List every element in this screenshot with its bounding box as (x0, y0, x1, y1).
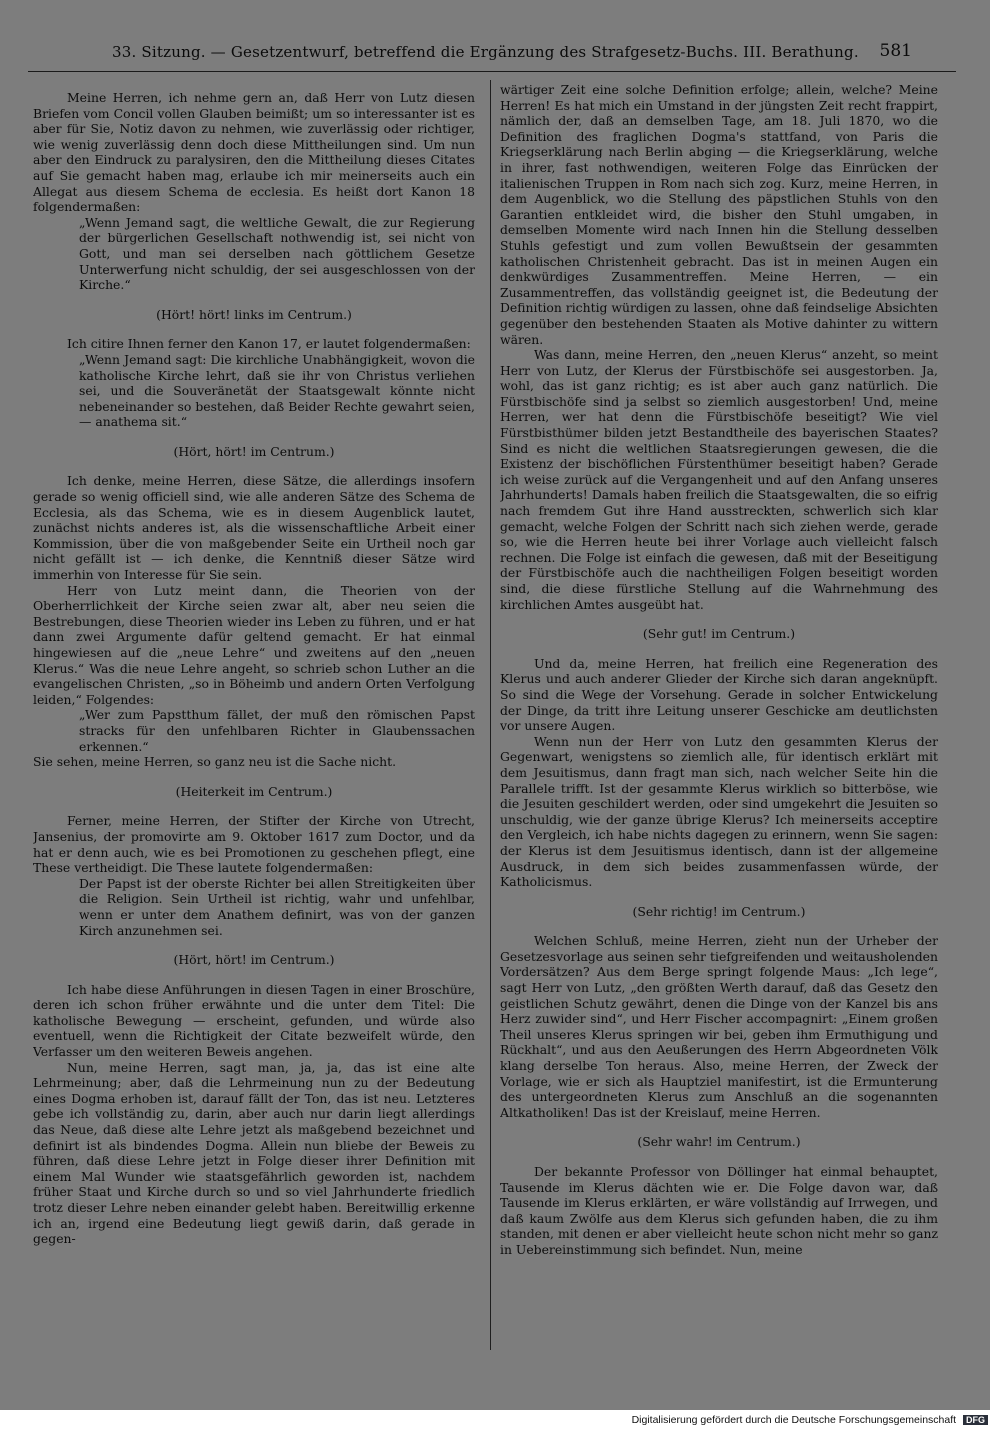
interjection: (Hört! hört! links im Centrum.) (156, 306, 352, 322)
header-rule (28, 71, 956, 72)
interjection: (Heiterkeit im Centrum.) (175, 783, 333, 799)
paragraph: Herr von Lutz meint dann, die Theorien von der Oberherrlichkeit der Kirche seien zwar alt, aber neu seien die Bestrebungen, diese Theorien wieder ins Leben zu führen, und er hat dann zwei Argumente dafür geltend gemacht. Er hat einmal hingewiesen auf die „neue Lehre“ und zweitens auf den „neuen Klerus.“ Was die neue Lehre angeht, so schrieb schon Luther an die evangelischen Christen, „so in Böheimb und andern Orten Verfolgung leiden,“ Folgendes: (33, 582, 475, 707)
interjection: (Hört, hört! im Centrum.) (173, 952, 335, 968)
paragraph: Wenn nun der Herr von Lutz den gesammten Klerus der Gegenwart, wenigstens so ziemlich alle, für identisch erklärt mit dem Jesuitismus, dann fragt man sich, nach welcher Seite hin die Parallele trifft. Ist der gesammte Klerus wirklich so bitterböse, wie die Jesuiten geschildert werden, oder sind umgekehrt die Jesuiten so unschuldig, wie der ganze übrige Klerus? Ich meinerseits acceptire den Vergleich, ich habe nichts dagegen zu erinnern, wenn Sie sagen: der Klerus ist dem Jesuitismus identisch, dann ist der allgemeine Ausdruck, in dem sich beides zusammenfassen würde, der Katholicismus. (500, 733, 938, 890)
header-title: 33. Sitzung. — Gesetzentwurf, betreffend die Ergänzung des Strafgesetz-Buchs. III. Berathung. (112, 43, 859, 61)
right-column (500, 82, 938, 1347)
footer-text: Digitalisierung gefördert durch die Deutsche Forschungsgemeinschaft (631, 1414, 957, 1426)
column-divider (490, 80, 491, 1350)
interjection: (Sehr richtig! im Centrum.) (632, 903, 806, 919)
left-column (33, 90, 475, 1355)
paragraph: Sie sehen, meine Herren, so ganz neu ist die Sache nicht. (33, 754, 397, 770)
interjection: (Sehr gut! im Centrum.) (642, 626, 796, 642)
funding-footer (632, 1414, 988, 1426)
paragraph: Ich denke, meine Herren, diese Sätze, die allerdings insofern gerade so wenig officiell sind, wie alle anderen Sätze des Schema de Ecclesia, als das Schema, wie es in diesem Augenblick lautet, zunächst nichts anderes ist, als die wissenschaftliche Arbeit einer Kommission, über die von maßgebender Seite ein Urtheil noch gar nicht gefällt ist — ich denke, die Kenntniß dieser Sätze wird immerhin von Interesse für Sie sein. (33, 473, 475, 583)
quote: „Wer zum Papstthum fället, der muß den römischen Papst stracks für den unfehlbaren Richter in Glaubenssachen erkennen.“ (79, 707, 475, 754)
quote: „Wenn Jemand sagt: Die kirchliche Unabhängigkeit, wovon die katholische Kirche lehrt, daß sie ihr von Christus verliehen sei, und die Souveränetät der Staatsgewalt könnte nicht nebeneinander so bestehen, daß Beider Rechte gewahrt seien, — anathema sit.“ (79, 351, 475, 430)
paragraph: Was dann, meine Herren, den „neuen Klerus“ anzeht, so meint Herr von Lutz, der Klerus der Fürstbischöfe sei ausgestorben. Ja, wohl, das ist ganz richtig; es ist aber auch ganz natürlich. Die Fürstbischöfe sind ja selbst so ziemlich ausgestorben! Und, meine Herren, wer hat denn die Fürstbischöfe beseitigt? Wie viel Fürstbisthümer bilden jetzt Bestandtheile des bayerischen Staates? Sind es nicht die weltlichen Staatsregierungen gewesen, die die Existenz der bischöflichen Fürstenthümer beseitigt haben? Gerade ich weise zurück auf die Vergangenheit und auf den Anfang unseres Jahrhunderts! Damals haben freilich die Staatsgewalten, die so eifrig nach fremdem Gut ihre Hand ausstreckten, schwerlich sich klar gemacht, welche Folgen der Schritt nach sich ziehen werde, gerade so, wie die Herren heute bei ihrer Vorlage auch vielleicht falsch rechnen. Die Folge ist einfach die gewesen, daß mit der Beseitigung der Fürstbischöfe auch die nachtheiligen Folgen beseitigt worden sind, die diese fürstliche Stellung auf die Wahrnehmung des kirchlichen Amtes ausgeübt hat. (500, 347, 938, 612)
interjection: (Sehr wahr! im Centrum.) (637, 1134, 801, 1150)
paragraph: Ich habe diese Anführungen in diesen Tagen in einer Broschüre, deren ich schon früher erwähnte und die unter dem Titel: Die katholische Bewegung — erscheint, gefunden, und würde also eventuell, wenn die Richtigkeit der Citate bezweifelt würde, den Verfasser um den weiteren Beweis angehen. (33, 981, 475, 1060)
paragraph: Ferner, meine Herren, der Stifter der Kirche von Utrecht, Jansenius, der promovirte am 9. Oktober 1617 zum Doctor, und da hat er denn auch, wie es bei Promotionen zu geschehen pflegt, eine These vertheidigt. Die These lautete folgendermaßen: (33, 813, 475, 876)
paragraph: Nun, meine Herren, sagt man, ja, ja, das ist eine alte Lehrmeinung; aber, daß die Lehrmeinung nun zu der Bedeutung eines Dogma erhoben ist, darauf fällt der Ton, das ist neu. Letzteres gebe ich vollständig zu, darin, aber auch nur darin liegt allerdings das Neue, daß diese alte Lehre jetzt als maßgebend bezeichnet und definirt ist als bindendes Dogma. Allein nun bliebe der Beweis zu führen, daß diese Lehre jetzt in Folge dieser ihrer Definition mit einem Mal Wunder wie staatsgefährlich geworden ist, nachdem früher Staat und Kirche durch so und so viel Jahrhunderte friedlich trotz dieser Lehre neben einander gelebt haben. Bereitwillig erkenne ich an, irgend eine Bedeutung liegt gewiß darin, daß gerade in gegen- (33, 1059, 475, 1247)
running-header (112, 41, 912, 67)
dfg-logo: DFG (963, 1415, 988, 1425)
paragraph: Der bekannte Professor von Döllinger hat einmal behauptet, Tausende im Klerus dächten wie er. Die Folge davon war, daß Tausende im Klerus erklärten, er wäre vollständig auf Irrwegen, und daß kaum Zwölfe aus dem Klerus sich gefunden haben, die zu ihm standen, mit denen er aber vielleicht heute schon nicht mehr so ganz in Uebereinstimmung sich befindet. Nun, meine (500, 1164, 938, 1257)
interjection: (Hört, hört! im Centrum.) (173, 443, 335, 459)
paragraph: Meine Herren, ich nehme gern an, daß Herr von Lutz diesen Briefen vom Concil vollen Glauben beimißt; um so interessanter ist es aber für Sie, Notiz davon zu nehmen, wie zuverlässig oder richtiger, wie wenig zuverlässig denn doch diese Mittheilungen sind. Um nun aber den Eindruck zu paralysiren, den die Mittheilung dieses Citates auf Sie gemacht haben mag, erlaube ich mir meinerseits auch ein Allegat aus diesem Schema de ecclesia. Es heißt dort Kanon 18 folgendermaßen: (33, 90, 475, 215)
paragraph: Und da, meine Herren, hat freilich eine Regeneration des Klerus und auch anderer Glieder der Kirche sich daran angeknüpft. So sind die Wege der Vorsehung. Gerade in solcher Entwickelung der Dinge, da tritt ihre Leitung unserer Geschicke am deutlichsten vor unsere Augen. (500, 655, 938, 734)
paragraph: Welchen Schluß, meine Herren, zieht nun der Urheber der Gesetzesvorlage aus seinen sehr tiefgreifenden und weitausholenden Vordersätzen? Aus dem Berge springt folgende Maus: „Ich lege“, sagt Herr von Lutz, „den größten Werth darauf, daß das Gesetz den geistlichen Schutz gewährt, denen die Dinge von der Kanzel bis ans Herz zuwider sind“, und Herr Fischer accompagnirt: „Einem großen Theil unseres Klerus springen wir bei, geben ihm Ermuthigung und Rückhalt“, und aus den Aeußerungen des Herrn Abgeordneten Völk klang derselbe Ton heraus. Also, meine Herren, der Zweck der Vorlage, wie er sich als Hauptziel manifestirt, ist die Ermunterung des untergeordneten Klerus zum Anschluß an die sogenannten Altkatholiken! Das ist der Kreislauf, meine Herren. (500, 933, 938, 1120)
paragraph: Ich citire Ihnen ferner den Kanon 17, er lautet folgendermaßen: (67, 336, 471, 352)
page-number: 581 (879, 41, 912, 61)
paragraph: wärtiger Zeit eine solche Definition erfolge; allein, welche? Meine Herren! Es hat mich ein Umstand in der jüngsten Zeit recht frappirt, nämlich der, daß an demselben Tage, am 18. Juli 1870, wo die Definition des fraglichen Dogma's stattfand, von Paris die Kriegserklärung nach Berlin abging — die Kriegserklärung, welche in ihrer, fast nothwendigen, weiteren Folge das Einrücken der italienischen Truppen in Rom nach sich zog. Kurz, meine Herren, in dem Augenblick, wo die Stellung des päpstlichen Stuhls von den Garantien entkleidet wird, die bisher den Stuhl umgaben, in demselben Momente wird nach Innen hin die Stellung desselben Stuhls gefestigt und zum vollen Bewußtsein der gesammten katholischen Christenheit gebracht. Das ist in meinen Augen ein denkwürdiges Zusammentreffen. Meine Herren, — ein Zusammentreffen, das vollständig geeignet ist, die Bedeutung der Definition richtig würdigen zu lassen, ohne daß feindselige Absichten gegenüber den bestehenden Staaten als Motive dahinter zu wittern wären. (500, 82, 938, 347)
quote: „Wenn Jemand sagt, die weltliche Gewalt, die zur Regierung der bürgerlichen Gesellschaft nothwendig ist, sei nicht von Gott, und man sei derselben nach göttlichem Gesetze Unterwerfung nicht schuldig, der sei ausgeschlossen von der Kirche.“ (79, 214, 475, 293)
quote: Der Papst ist der oberste Richter bei allen Streitigkeiten über die Religion. Sein Urtheil ist richtig, wahr und unfehlbar, wenn er unter dem Anathem definirt, was von der ganzen Kirch anzunehmen sei. (79, 875, 475, 938)
